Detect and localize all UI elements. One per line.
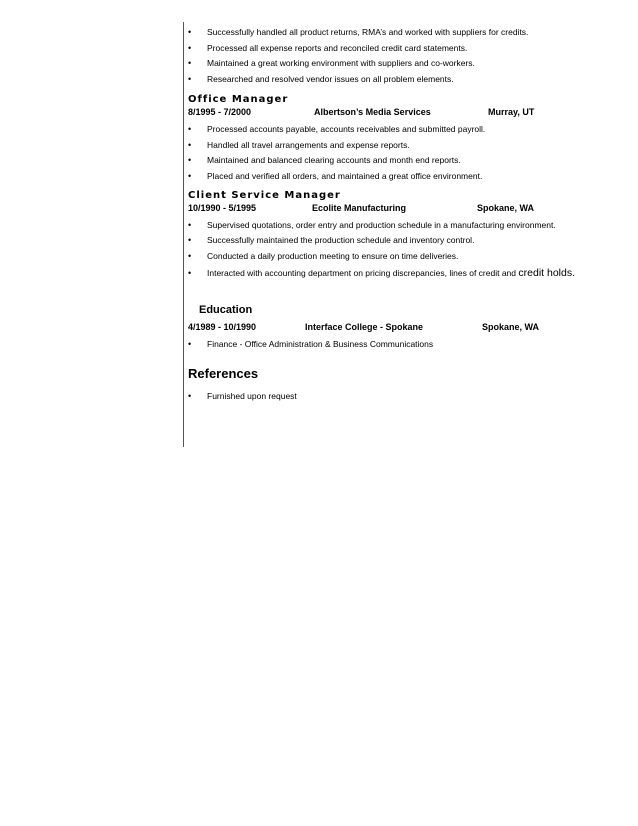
bullet-icon: • [188, 338, 192, 349]
job-title: Office Manager [188, 93, 289, 105]
list-item: • Maintained a great working environment with suppliers and co-workers. [188, 56, 608, 72]
list-item: • Interacted with accounting department on pricing discrepancies, lines of credit and credit holds. [188, 265, 608, 282]
education-heading: Education [199, 303, 253, 316]
list-item: • Maintained and balanced clearing accounts and month end reports. [188, 153, 608, 169]
previous-job-bullets [188, 25, 608, 88]
education-dates: 4/1989 - 10/1990 [188, 321, 257, 332]
bullet-icon: • [188, 74, 192, 85]
job-bullets [188, 122, 608, 185]
bullet-icon: • [188, 123, 192, 134]
job-dates: 10/1990 - 5/1995 [188, 202, 257, 213]
job-company: Albertson’s Media Services [314, 106, 431, 117]
job-bullets [188, 218, 608, 282]
education-location: Spokane, WA [482, 321, 540, 332]
list-item: • Processed accounts payable, accounts receivables and submitted payroll. [188, 122, 608, 138]
job-location: Murray, UT [488, 106, 535, 117]
education-school: Interface College - Spokane [305, 321, 424, 332]
list-item: • Handled all travel arrangements and expense reports. [188, 138, 608, 154]
references-heading: References [188, 366, 259, 382]
education-bullets [188, 337, 608, 353]
list-item: • Researched and resolved vendor issues on all problem elements. [188, 72, 608, 88]
list-item: • Processed all expense reports and reconciled credit card statements. [188, 41, 608, 57]
job-details [188, 107, 608, 122]
bullet-icon: • [188, 27, 192, 37]
list-item: • Supervised quotations, order entry and production schedule in a manufacturing environment. [188, 218, 608, 234]
bullet-icon: • [188, 219, 192, 230]
list-item: • Successfully handled all product returns, RMA’s and worked with suppliers for credits. [188, 25, 608, 41]
list-item: • Placed and verified all orders, and maintained a great office environment. [188, 169, 608, 185]
resume-content [188, 25, 608, 405]
education-details [188, 322, 608, 337]
list-item: • Furnished upon request [188, 389, 608, 405]
bullet-icon: • [188, 267, 192, 278]
bullet-icon: • [188, 170, 192, 181]
list-item: • Finance - Office Administration & Business Communications [188, 337, 608, 353]
job-client-service-manager [188, 190, 608, 282]
bullet-icon: • [188, 58, 192, 69]
bullet-icon: • [188, 251, 192, 262]
list-item: • Successfully maintained the production schedule and inventory control. [188, 233, 608, 249]
references-section [188, 366, 608, 405]
left-margin-rule [183, 22, 184, 447]
list-item: • Conducted a daily production meeting to ensure on time deliveries. [188, 249, 608, 265]
bullet-icon: • [188, 391, 192, 402]
references-bullets [188, 389, 608, 405]
bullet-icon: • [188, 139, 192, 150]
job-title: Client Service Manager [188, 189, 341, 201]
bullet-icon: • [188, 42, 192, 53]
education-section [188, 304, 608, 353]
job-dates: 8/1995 - 7/2000 [188, 106, 252, 117]
bullet-icon: • [188, 235, 192, 246]
job-details [188, 203, 608, 218]
bullet-icon: • [188, 155, 192, 166]
job-office-manager [188, 94, 608, 185]
job-company: Ecolite Manufacturing [312, 202, 407, 213]
job-location: Spokane, WA [477, 202, 535, 213]
